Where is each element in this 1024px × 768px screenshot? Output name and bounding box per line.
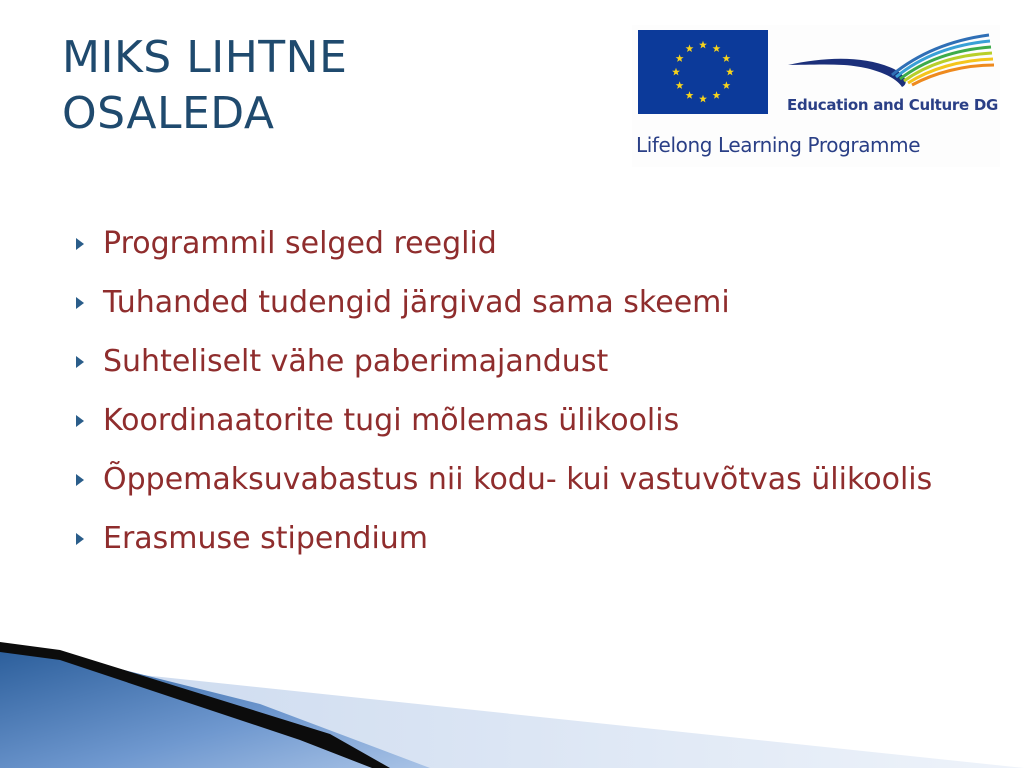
bullet-text: Õppemaksuvabastus nii kodu- kui vastuvõtvas ülikoolis: [103, 462, 933, 497]
title-line-1: MIKS LIHTNE: [62, 32, 348, 83]
bullet-text: Programmil selged reeglid: [103, 226, 497, 261]
bullet-item: [70, 460, 950, 500]
bullet-text: Koordinaatorite tugi mõlemas ülikoolis: [103, 403, 680, 438]
eac-swoosh-logo: [784, 27, 996, 95]
decorative-swoosh: [0, 630, 1024, 768]
bullet-item: [70, 519, 950, 559]
bullet-item: [70, 224, 950, 264]
triangle-right-icon: [76, 238, 84, 250]
slide-title: [62, 30, 347, 142]
bullet-list: [70, 224, 950, 578]
triangle-right-icon: [76, 297, 84, 309]
triangle-right-icon: [76, 474, 84, 486]
llp-label: Lifelong Learning Programme: [636, 133, 921, 157]
eac-label: Education and Culture DG: [787, 96, 998, 114]
triangle-right-icon: [76, 356, 84, 368]
eu-flag-icon: [638, 30, 768, 114]
triangle-right-icon: [76, 533, 84, 545]
bullet-item: [70, 283, 950, 323]
bullet-text: Erasmuse stipendium: [103, 521, 429, 556]
title-line-2: OSALEDA: [62, 88, 275, 139]
bullet-text: Suhteliselt vähe paberimajandust: [103, 344, 609, 379]
programme-logo: [632, 25, 1000, 167]
triangle-right-icon: [76, 415, 84, 427]
bullet-item: [70, 342, 950, 382]
bullet-text: Tuhanded tudengid järgivad sama skeemi: [103, 285, 730, 320]
bullet-item: [70, 401, 950, 441]
